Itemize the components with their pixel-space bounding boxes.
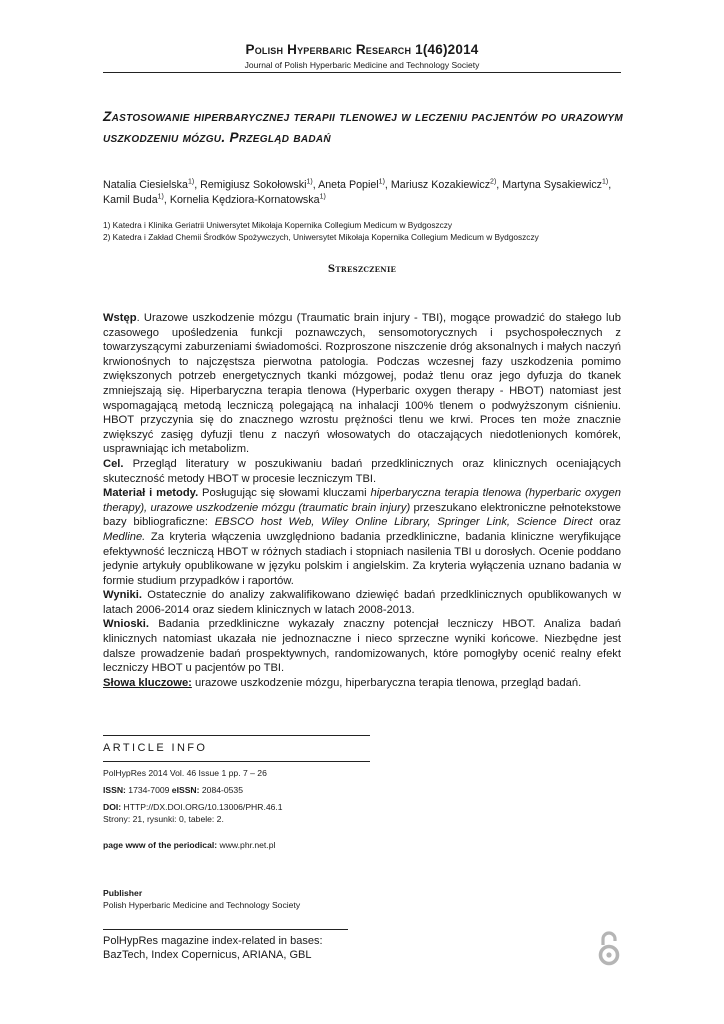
publisher-label: Publisher (103, 888, 143, 898)
abstract-aim: Cel. Przegląd literatury w poszukiwaniu badań przedklinicznych oraz klinicznych oceniających skuteczność metody HBOT w procesie leczniczym TBI. (103, 457, 621, 485)
footer-divider (103, 929, 348, 930)
abstract-results: Wyniki. Ostatecznie do analizy zakwalifikowano dziewięć badań przedklinicznych opublikowanych w latach 2006-2014 oraz siedem klinicznych w latach 2008-2013. (103, 589, 621, 616)
abstract-heading: Streszczenie (327, 264, 397, 275)
issn: ISSN: 1734-7009 eISSN: 2084-0535 (103, 785, 243, 795)
periodical-www[interactable]: page www of the periodical: www.phr.net.pl (103, 840, 276, 850)
author-name: Mariusz Kozakiewicz (390, 179, 491, 191)
abstract-keywords: Słowa kluczowe: urazowe uszkodzenie mózgu, hiperbaryczna terapia tlenowa, przegląd badań. (103, 676, 582, 689)
article-info-divider (103, 761, 370, 762)
abstract-body (103, 311, 621, 690)
author-name: Remigiusz Sokołowski (200, 179, 307, 191)
article-info-divider (103, 735, 370, 736)
doi-link[interactable]: DOI: HTTP://DX.DOI.ORG/10.13006/PHR.46.1 (103, 802, 283, 812)
page-counts: Strony: 21, rysunki: 0, tabele: 2. (103, 814, 224, 824)
article-info (103, 767, 403, 911)
affiliation: 1) Katedra i Klinika Geriatrii Uniwersytet Mikołaja Kopernika Collegium Medicum w Bydgoszczy (103, 220, 453, 230)
author-list: Natalia Ciesielska$^{1)}$, Remigiusz Sokołowski$^{1)}$, Aneta Popiel$^{1)}$, Mariusz Kozakiewicz$^{2)}$, Martyna Sysakiewicz$^{1)}$, Kamil Buda$^{1)}$, Kornelia Kędziora-Kornatowska$^{1)}$ (103, 178, 612, 206)
header-divider (103, 72, 621, 73)
author-name: Aneta Popiel (318, 179, 379, 191)
abstract-conclusions: Wnioski. Badania przedkliniczne wykazały znaczny potencjał leczniczy HBOT. Analiza badań klinicznych natomiast ukazała nie jednoznaczne i nieco sprzeczne wyniki końcowe. Niezbędne jest dalsze prowadzenie badań prospektywnych, randomizowanych, które pomogłyby ocenić realny efekt leczniczy HBOT u pacjentów po TBI. (103, 618, 621, 675)
affiliation: 2) Katedra i Zakład Chemii Środków Spożywczych, Uniwersytet Mikołaja Kopernika Collegium Medicum w Bydgoszczy (103, 232, 539, 242)
abstract-methods: Materiał i metody. Posługując się słowami kluczami hiperbaryczna terapia tlenowa (hyperbaric oxygen therapy), urazowe uszkodzenie mózgu (traumatic brain injury) przeszukano elektroniczne pełnotekstowe bazy bibliograficzne: EBSCO host Web, Wiley Online Library, Springer Link, Science Direct oraz Medline. Za kryteria włączenia uwzględniono badania przedkliniczne, badania kliniczne weryfikujące efektywność leczniczą HBOT w różnych stadiach i stopniach nasilenia TBI u dorosłych. Ocenie poddano jedynie artykuły opublikowane w języku polskim i angielskim. Za kryteria wyłączenia uznano badania w formie studium przypadków i raportów. (103, 487, 621, 587)
author-name: Kamil Buda (103, 194, 158, 206)
journal-subtitle: Journal of Polish Hyperbaric Medicine and Technology Society (244, 60, 480, 70)
open-access-icon (596, 930, 622, 966)
citation: PolHypRes 2014 Vol. 46 Issue 1 pp. 7 – 26 (103, 768, 267, 778)
publisher-name: Polish Hyperbaric Medicine and Technology Society (103, 900, 301, 910)
journal-header: Polish Hyperbaric Research 1(46)2014 (245, 42, 479, 57)
index-bases: PolHypRes magazine index-related in bases: BazTech, Index Copernicus, ARIANA, GBL (103, 935, 323, 961)
author-name: Kornelia Kędziora-Kornatowska (169, 194, 320, 206)
article-title: Zastosowanie hiperbarycznej terapii tlenowej w leczeniu pacjentów po urazowym uszkodzeniu mózgu. Przegląd badań (103, 109, 623, 145)
affiliations (103, 219, 623, 243)
article-info-heading: ARTICLE INFO (103, 742, 208, 754)
author-name: Natalia Ciesielska (103, 179, 188, 191)
abstract-intro: Wstęp. Urazowe uszkodzenie mózgu (Traumatic brain injury - TBI), mogące prowadzić do stałego lub czasowego upośledzenia funkcji poznawczych, sensomotorycznych i psychospołecznych z towarzyszącymi zaburzeniami świadomości. Rozproszone niszczenie dróg aksonalnych i małych naczyń krwionośnych to najczęstsza pierwotna patologia. Podczas wczesnej fazy uszkodzenia pomimo zwiększonych potrzeb energetycznych tkanki mózgowej, podaż tlenu oraz jego dyfuzja do tkanek zmniejszają się. Hiperbaryczna terapia tlenowa (Hyperbaric oxygen therapy - HBOT) natomiast jest wspomagającą metodą leczniczą polegającą na inhalacji 100% tlenem o podwyższonym ciśnieniu. HBOT przyczynia się do znacznego wzrostu prężności tlenu we krwi. Proces ten może znacznie zwiększyć zasięg dyfuzji tlenu z naczyń włosowatych do otaczających niedotlenionych komórek, usprawniając ich metabolizm. (103, 312, 621, 456)
author-name: Martyna Sysakiewicz (502, 179, 603, 191)
